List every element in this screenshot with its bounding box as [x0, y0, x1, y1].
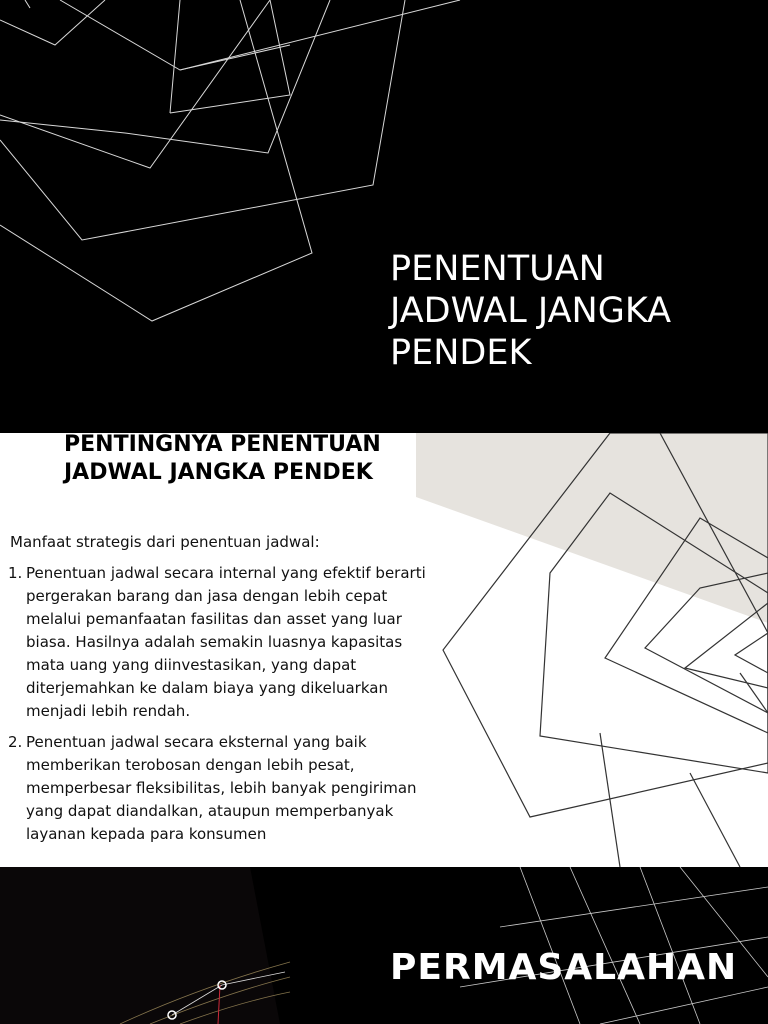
intro-text: Manfaat strategis dari penentuan jadwal: [10, 533, 320, 551]
list-item [10, 731, 430, 846]
list-item-number: 2. [8, 733, 23, 751]
network-lines-decoration [0, 867, 768, 1024]
section-title: PERMASALAHAN [390, 947, 738, 988]
slide-title [0, 0, 768, 433]
list-item-number: 1. [8, 564, 23, 582]
slide-section [0, 867, 768, 1024]
slide-heading: PENTINGNYA PENENTUAN JADWAL JANGKA PENDEK [64, 433, 381, 485]
slide-title-text: PENENTUAN JADWAL JANGKA PENDEK [390, 249, 672, 373]
list-item-text: Penentuan jadwal secara eksternal yang baik memberikan terobosan dengan lebih pesat, memperbesar fleksibilitas, lebih banyak pengiriman yang dapat diandalkan, ataupun memperbanyak layanan kepada para konsumen [26, 733, 417, 843]
slide-content [0, 433, 768, 867]
list-item-text: Penentuan jadwal secara internal yang efektif berarti pergerakan barang dan jasa dengan lebih cepat melalui pemanfaatan fasilitas dan asset yang luar biasa. Hasilnya adalah semakin luasnya kapasitas mata uang yang diinvestasikan, yang dapat diterjemahkan ke dalam biaya yang dikeluarkan menjadi lebih rendah. [26, 564, 426, 720]
list-item [10, 562, 430, 723]
dark-panel [0, 867, 290, 1024]
benefit-list [10, 562, 430, 854]
beige-shape [416, 433, 768, 623]
